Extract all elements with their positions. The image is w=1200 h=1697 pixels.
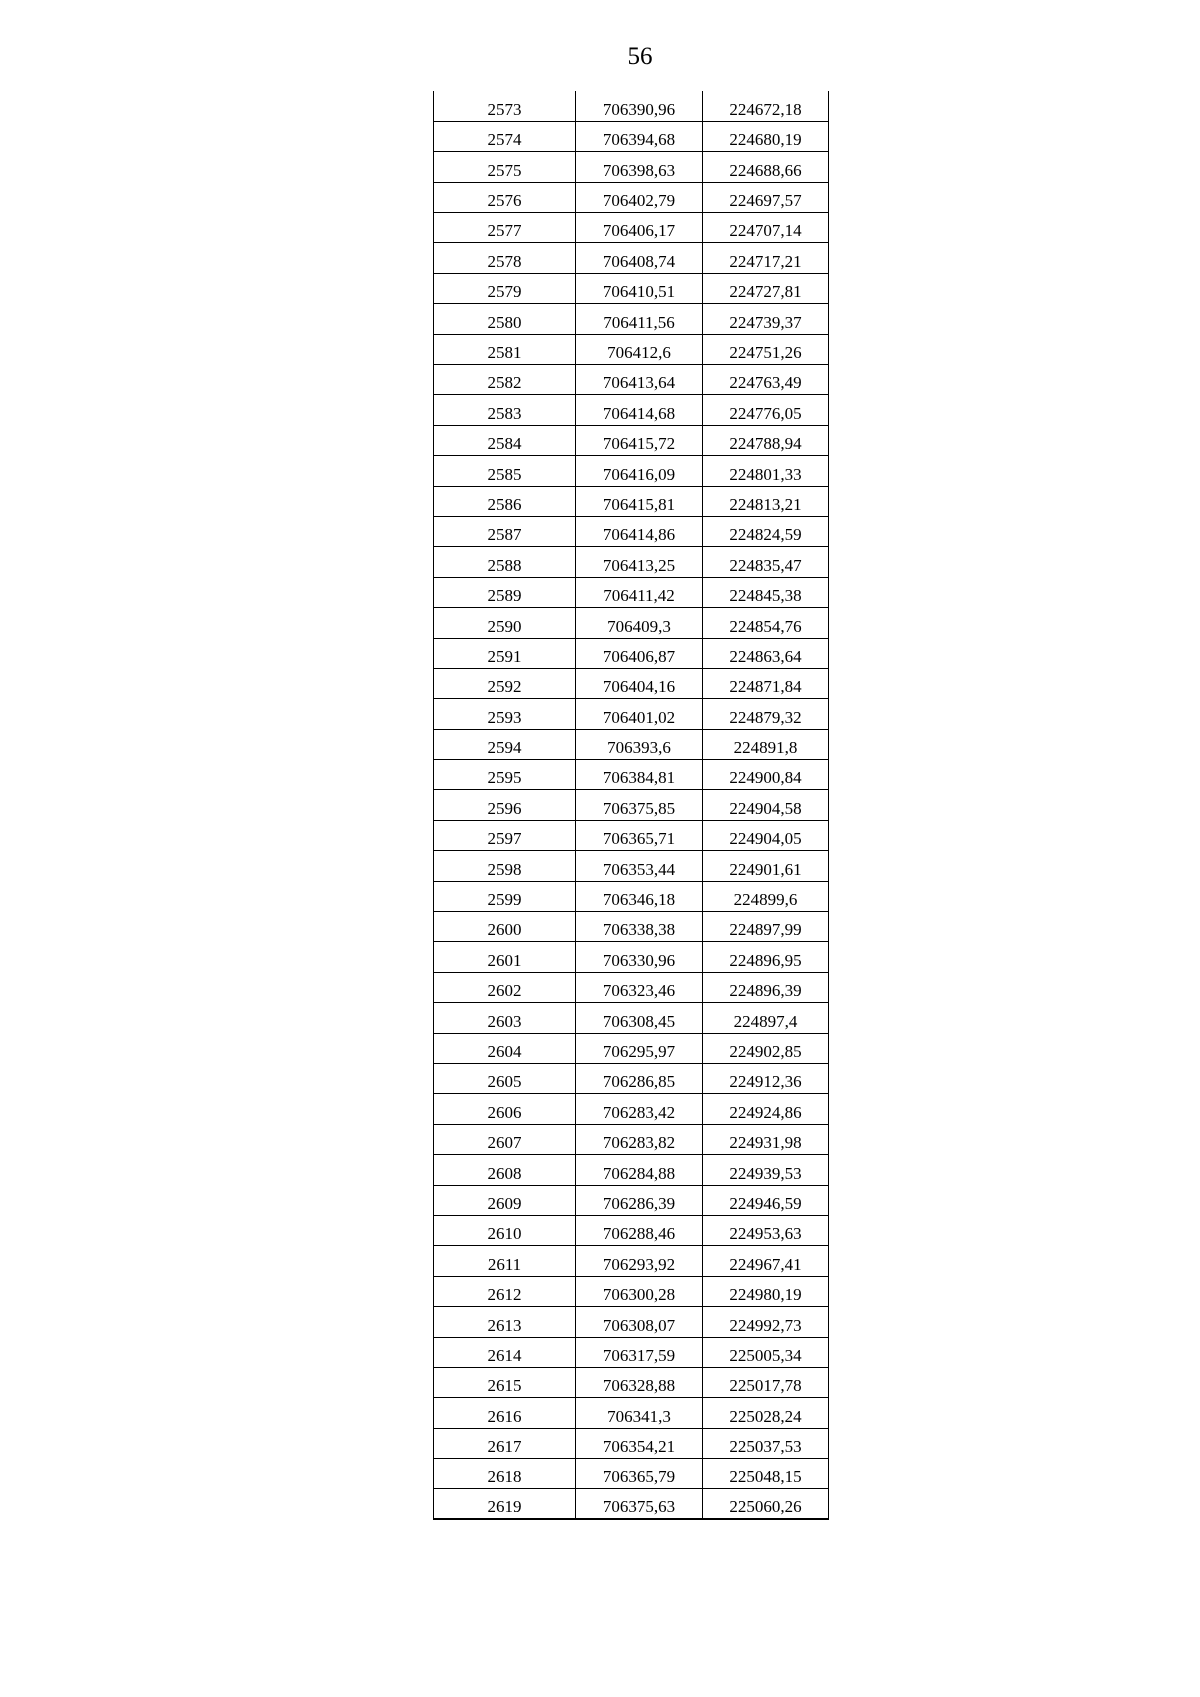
table-row — [434, 729, 829, 759]
x-coordinate-cell: 706406,87 — [576, 638, 703, 668]
table-row — [434, 182, 829, 212]
table-row — [434, 760, 829, 790]
x-coordinate-cell: 706415,81 — [576, 486, 703, 516]
y-coordinate-cell: 224896,39 — [703, 972, 829, 1002]
y-coordinate-cell: 224896,95 — [703, 942, 829, 972]
y-coordinate-cell: 224980,19 — [703, 1276, 829, 1306]
y-coordinate-cell: 224739,37 — [703, 304, 829, 334]
point-number-cell: 2602 — [434, 972, 576, 1002]
table-row — [434, 668, 829, 698]
x-coordinate-cell: 706416,09 — [576, 456, 703, 486]
x-coordinate-cell: 706284,88 — [576, 1155, 703, 1185]
x-coordinate-cell: 706283,82 — [576, 1124, 703, 1154]
table-row — [434, 881, 829, 911]
y-coordinate-cell: 224854,76 — [703, 608, 829, 638]
y-coordinate-cell: 224863,64 — [703, 638, 829, 668]
y-coordinate-cell: 224845,38 — [703, 577, 829, 607]
table-row — [434, 334, 829, 364]
table-row — [434, 1033, 829, 1063]
y-coordinate-cell: 224924,86 — [703, 1094, 829, 1124]
y-coordinate-cell: 224835,47 — [703, 547, 829, 577]
point-number-cell: 2584 — [434, 425, 576, 455]
point-number-cell: 2611 — [434, 1246, 576, 1276]
x-coordinate-cell: 706390,96 — [576, 91, 703, 121]
point-number-cell: 2605 — [434, 1064, 576, 1094]
table-row — [434, 486, 829, 516]
table-row — [434, 1215, 829, 1245]
x-coordinate-cell: 706323,46 — [576, 972, 703, 1002]
x-coordinate-cell: 706394,68 — [576, 121, 703, 151]
y-coordinate-cell: 224931,98 — [703, 1124, 829, 1154]
y-coordinate-cell: 224879,32 — [703, 699, 829, 729]
y-coordinate-cell: 225048,15 — [703, 1459, 829, 1489]
table-row — [434, 425, 829, 455]
x-coordinate-cell: 706286,39 — [576, 1185, 703, 1215]
x-coordinate-cell: 706413,64 — [576, 365, 703, 395]
y-coordinate-cell: 224813,21 — [703, 486, 829, 516]
table-row — [434, 243, 829, 273]
table-row — [434, 1003, 829, 1033]
y-coordinate-cell: 225037,53 — [703, 1428, 829, 1458]
table-row — [434, 1064, 829, 1094]
y-coordinate-cell: 225060,26 — [703, 1489, 829, 1519]
table-row — [434, 213, 829, 243]
y-coordinate-cell: 224680,19 — [703, 121, 829, 151]
x-coordinate-cell: 706406,17 — [576, 213, 703, 243]
y-coordinate-cell: 225005,34 — [703, 1337, 829, 1367]
table-row — [434, 638, 829, 668]
point-number-cell: 2608 — [434, 1155, 576, 1185]
y-coordinate-cell: 224788,94 — [703, 425, 829, 455]
table-row — [434, 1489, 829, 1519]
table-row — [434, 152, 829, 182]
point-number-cell: 2599 — [434, 881, 576, 911]
point-number-cell: 2591 — [434, 638, 576, 668]
point-number-cell: 2613 — [434, 1307, 576, 1337]
y-coordinate-cell: 224697,57 — [703, 182, 829, 212]
table-row — [434, 516, 829, 546]
x-coordinate-cell: 706415,72 — [576, 425, 703, 455]
y-coordinate-cell: 224688,66 — [703, 152, 829, 182]
point-number-cell: 2590 — [434, 608, 576, 638]
y-coordinate-cell: 224801,33 — [703, 456, 829, 486]
x-coordinate-cell: 706413,25 — [576, 547, 703, 577]
y-coordinate-cell: 224946,59 — [703, 1185, 829, 1215]
point-number-cell: 2577 — [434, 213, 576, 243]
x-coordinate-cell: 706404,16 — [576, 668, 703, 698]
x-coordinate-cell: 706414,68 — [576, 395, 703, 425]
table-row — [434, 91, 829, 121]
y-coordinate-cell: 224776,05 — [703, 395, 829, 425]
point-number-cell: 2574 — [434, 121, 576, 151]
y-coordinate-cell: 224871,84 — [703, 668, 829, 698]
table-row — [434, 273, 829, 303]
x-coordinate-cell: 706354,21 — [576, 1428, 703, 1458]
table-row — [434, 456, 829, 486]
x-coordinate-cell: 706409,3 — [576, 608, 703, 638]
point-number-cell: 2597 — [434, 820, 576, 850]
x-coordinate-cell: 706341,3 — [576, 1398, 703, 1428]
table-row — [434, 1276, 829, 1306]
table-row — [434, 121, 829, 151]
table-row — [434, 820, 829, 850]
table-row — [434, 1459, 829, 1489]
y-coordinate-cell: 224727,81 — [703, 273, 829, 303]
table-row — [434, 608, 829, 638]
point-number-cell: 2614 — [434, 1337, 576, 1367]
point-number-cell: 2587 — [434, 516, 576, 546]
x-coordinate-cell: 706414,86 — [576, 516, 703, 546]
point-number-cell: 2604 — [434, 1033, 576, 1063]
x-coordinate-cell: 706293,92 — [576, 1246, 703, 1276]
point-number-cell: 2573 — [434, 91, 576, 121]
table-row — [434, 547, 829, 577]
point-number-cell: 2594 — [434, 729, 576, 759]
y-coordinate-cell: 224899,6 — [703, 881, 829, 911]
x-coordinate-cell: 706384,81 — [576, 760, 703, 790]
x-coordinate-cell: 706398,63 — [576, 152, 703, 182]
point-number-cell: 2595 — [434, 760, 576, 790]
table-row — [434, 912, 829, 942]
x-coordinate-cell: 706408,74 — [576, 243, 703, 273]
point-number-cell: 2612 — [434, 1276, 576, 1306]
y-coordinate-cell: 224751,26 — [703, 334, 829, 364]
point-number-cell: 2600 — [434, 912, 576, 942]
point-number-cell: 2619 — [434, 1489, 576, 1519]
x-coordinate-cell: 706308,07 — [576, 1307, 703, 1337]
point-number-cell: 2575 — [434, 152, 576, 182]
x-coordinate-cell: 706393,6 — [576, 729, 703, 759]
point-number-cell: 2616 — [434, 1398, 576, 1428]
table-row — [434, 577, 829, 607]
y-coordinate-cell: 224901,61 — [703, 851, 829, 881]
x-coordinate-cell: 706365,71 — [576, 820, 703, 850]
x-coordinate-cell: 706375,85 — [576, 790, 703, 820]
point-number-cell: 2582 — [434, 365, 576, 395]
point-number-cell: 2580 — [434, 304, 576, 334]
x-coordinate-cell: 706353,44 — [576, 851, 703, 881]
point-number-cell: 2596 — [434, 790, 576, 820]
table-row — [434, 1124, 829, 1154]
x-coordinate-cell: 706286,85 — [576, 1064, 703, 1094]
x-coordinate-cell: 706410,51 — [576, 273, 703, 303]
point-number-cell: 2610 — [434, 1215, 576, 1245]
y-coordinate-cell: 224904,58 — [703, 790, 829, 820]
table-row — [434, 395, 829, 425]
table-row — [434, 365, 829, 395]
y-coordinate-cell: 224824,59 — [703, 516, 829, 546]
table-row — [434, 1246, 829, 1276]
x-coordinate-cell: 706317,59 — [576, 1337, 703, 1367]
point-number-cell: 2603 — [434, 1003, 576, 1033]
y-coordinate-cell: 224992,73 — [703, 1307, 829, 1337]
table-row — [434, 1155, 829, 1185]
x-coordinate-cell: 706283,42 — [576, 1094, 703, 1124]
point-number-cell: 2606 — [434, 1094, 576, 1124]
table-row — [434, 1185, 829, 1215]
x-coordinate-cell: 706330,96 — [576, 942, 703, 972]
x-coordinate-cell: 706300,28 — [576, 1276, 703, 1306]
table-row — [434, 1337, 829, 1367]
table-row — [434, 1307, 829, 1337]
point-number-cell: 2598 — [434, 851, 576, 881]
table-row — [434, 1428, 829, 1458]
x-coordinate-cell: 706411,56 — [576, 304, 703, 334]
point-number-cell: 2593 — [434, 699, 576, 729]
point-number-cell: 2601 — [434, 942, 576, 972]
y-coordinate-cell: 225028,24 — [703, 1398, 829, 1428]
x-coordinate-cell: 706401,02 — [576, 699, 703, 729]
coordinates-table-body — [434, 91, 829, 1519]
x-coordinate-cell: 706346,18 — [576, 881, 703, 911]
point-number-cell: 2578 — [434, 243, 576, 273]
point-number-cell: 2589 — [434, 577, 576, 607]
x-coordinate-cell: 706288,46 — [576, 1215, 703, 1245]
table-row — [434, 851, 829, 881]
x-coordinate-cell: 706365,79 — [576, 1459, 703, 1489]
table-row — [434, 1367, 829, 1397]
point-number-cell: 2585 — [434, 456, 576, 486]
point-number-cell: 2586 — [434, 486, 576, 516]
y-coordinate-cell: 224897,4 — [703, 1003, 829, 1033]
point-number-cell: 2615 — [434, 1367, 576, 1397]
x-coordinate-cell: 706411,42 — [576, 577, 703, 607]
y-coordinate-cell: 224902,85 — [703, 1033, 829, 1063]
y-coordinate-cell: 224891,8 — [703, 729, 829, 759]
y-coordinate-cell: 224967,41 — [703, 1246, 829, 1276]
x-coordinate-cell: 706295,97 — [576, 1033, 703, 1063]
point-number-cell: 2583 — [434, 395, 576, 425]
y-coordinate-cell: 224912,36 — [703, 1064, 829, 1094]
point-number-cell: 2617 — [434, 1428, 576, 1458]
point-number-cell: 2609 — [434, 1185, 576, 1215]
point-number-cell: 2579 — [434, 273, 576, 303]
table-row — [434, 942, 829, 972]
y-coordinate-cell: 224904,05 — [703, 820, 829, 850]
point-number-cell: 2618 — [434, 1459, 576, 1489]
y-coordinate-cell: 224953,63 — [703, 1215, 829, 1245]
x-coordinate-cell: 706338,38 — [576, 912, 703, 942]
page-number: 56 — [627, 43, 653, 70]
x-coordinate-cell: 706308,45 — [576, 1003, 703, 1033]
x-coordinate-cell: 706402,79 — [576, 182, 703, 212]
x-coordinate-cell: 706375,63 — [576, 1489, 703, 1519]
point-number-cell: 2588 — [434, 547, 576, 577]
table-row — [434, 972, 829, 1002]
y-coordinate-cell: 224717,21 — [703, 243, 829, 273]
y-coordinate-cell: 224939,53 — [703, 1155, 829, 1185]
x-coordinate-cell: 706328,88 — [576, 1367, 703, 1397]
table-row — [434, 790, 829, 820]
y-coordinate-cell: 224900,84 — [703, 760, 829, 790]
y-coordinate-cell: 224672,18 — [703, 91, 829, 121]
y-coordinate-cell: 224763,49 — [703, 365, 829, 395]
coordinates-table — [433, 91, 829, 1520]
table-row — [434, 1094, 829, 1124]
point-number-cell: 2581 — [434, 334, 576, 364]
point-number-cell: 2607 — [434, 1124, 576, 1154]
y-coordinate-cell: 224897,99 — [703, 912, 829, 942]
point-number-cell: 2576 — [434, 182, 576, 212]
table-row — [434, 699, 829, 729]
point-number-cell: 2592 — [434, 668, 576, 698]
y-coordinate-cell: 224707,14 — [703, 213, 829, 243]
table-row — [434, 1398, 829, 1428]
x-coordinate-cell: 706412,6 — [576, 334, 703, 364]
table-row — [434, 304, 829, 334]
y-coordinate-cell: 225017,78 — [703, 1367, 829, 1397]
